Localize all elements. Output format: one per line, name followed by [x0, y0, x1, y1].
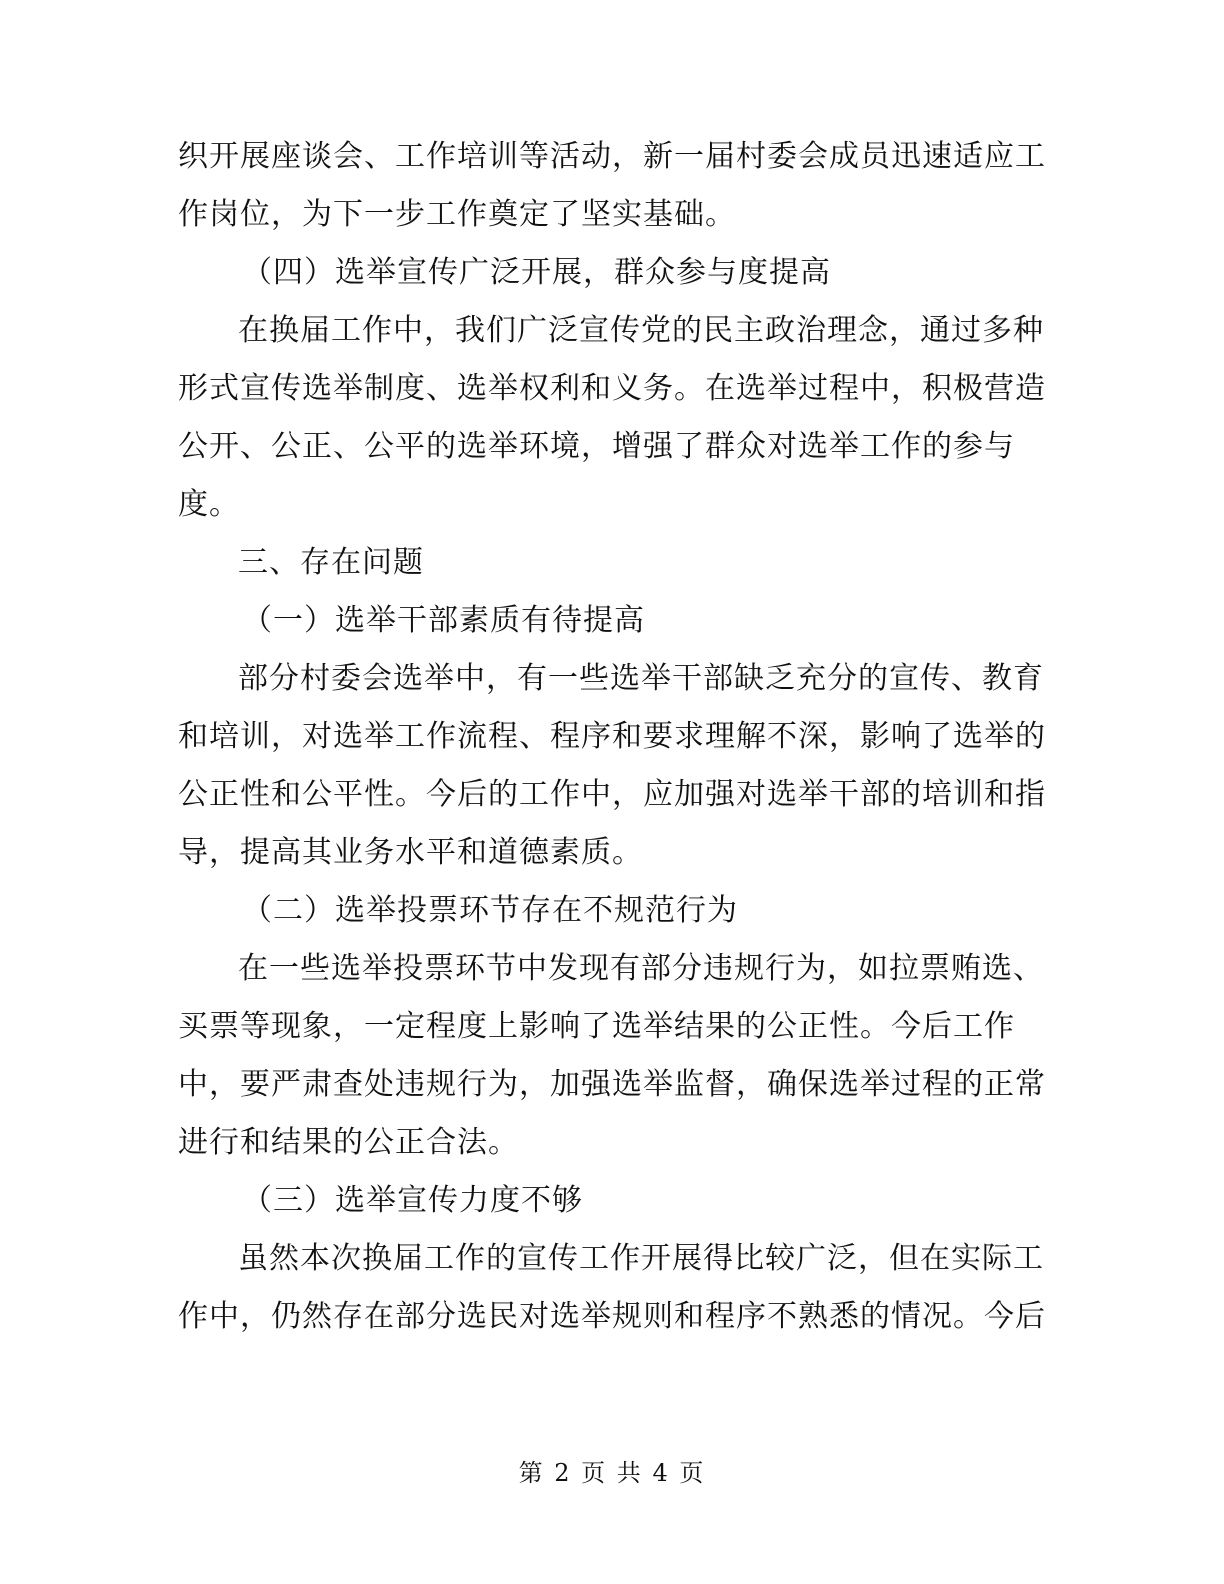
paragraph-line: 作中，仍然存在部分选民对选举规则和程序不熟悉的情况。今后: [178, 1299, 1046, 1334]
section-heading: （四）选举宣传广泛开展，群众参与度提高: [242, 255, 831, 290]
chapter-heading: 三、存在问题: [238, 545, 424, 580]
paragraph-line: 进行和结果的公正合法。: [178, 1125, 519, 1160]
paragraph-line: 形式宣传选举制度、选举权利和义务。在选举过程中，积极营造: [178, 371, 1046, 406]
paragraph-line: 部分村委会选举中，有一些选举干部缺乏充分的宣传、教育: [238, 661, 1044, 696]
section-heading: （三）选举宣传力度不够: [242, 1183, 583, 1218]
paragraph-line: 在换届工作中，我们广泛宣传党的民主政治理念，通过多种: [238, 313, 1044, 348]
paragraph-line: 公正性和公平性。今后的工作中，应加强对选举干部的培训和指: [178, 777, 1046, 812]
page-number-footer: 第 2 页 共 4 页: [518, 1459, 706, 1487]
paragraph-line: 和培训，对选举工作流程、程序和要求理解不深，影响了选举的: [178, 719, 1046, 754]
paragraph-line: 虽然本次换届工作的宣传工作开展得比较广泛，但在实际工: [238, 1241, 1044, 1276]
paragraph-line: 作岗位，为下一步工作奠定了坚实基础。: [178, 197, 736, 232]
paragraph-line: 导，提高其业务水平和道德素质。: [178, 835, 643, 870]
paragraph-line: 中，要严肃查处违规行为，加强选举监督，确保选举过程的正常: [178, 1067, 1046, 1102]
paragraph-line: 在一些选举投票环节中发现有部分违规行为，如拉票贿选、: [238, 951, 1044, 986]
document-body: [178, 128, 1046, 1346]
section-heading: （一）选举干部素质有待提高: [242, 603, 645, 638]
paragraph-line: 公开、公正、公平的选举环境，增强了群众对选举工作的参与: [178, 429, 1015, 464]
paragraph-line: 织开展座谈会、工作培训等活动，新一届村委会成员迅速适应工: [178, 139, 1046, 174]
paragraph-line: 买票等现象，一定程度上影响了选举结果的公正性。今后工作: [178, 1009, 1015, 1044]
paragraph-line: 度。: [178, 487, 240, 522]
section-heading: （二）选举投票环节存在不规范行为: [242, 893, 738, 928]
